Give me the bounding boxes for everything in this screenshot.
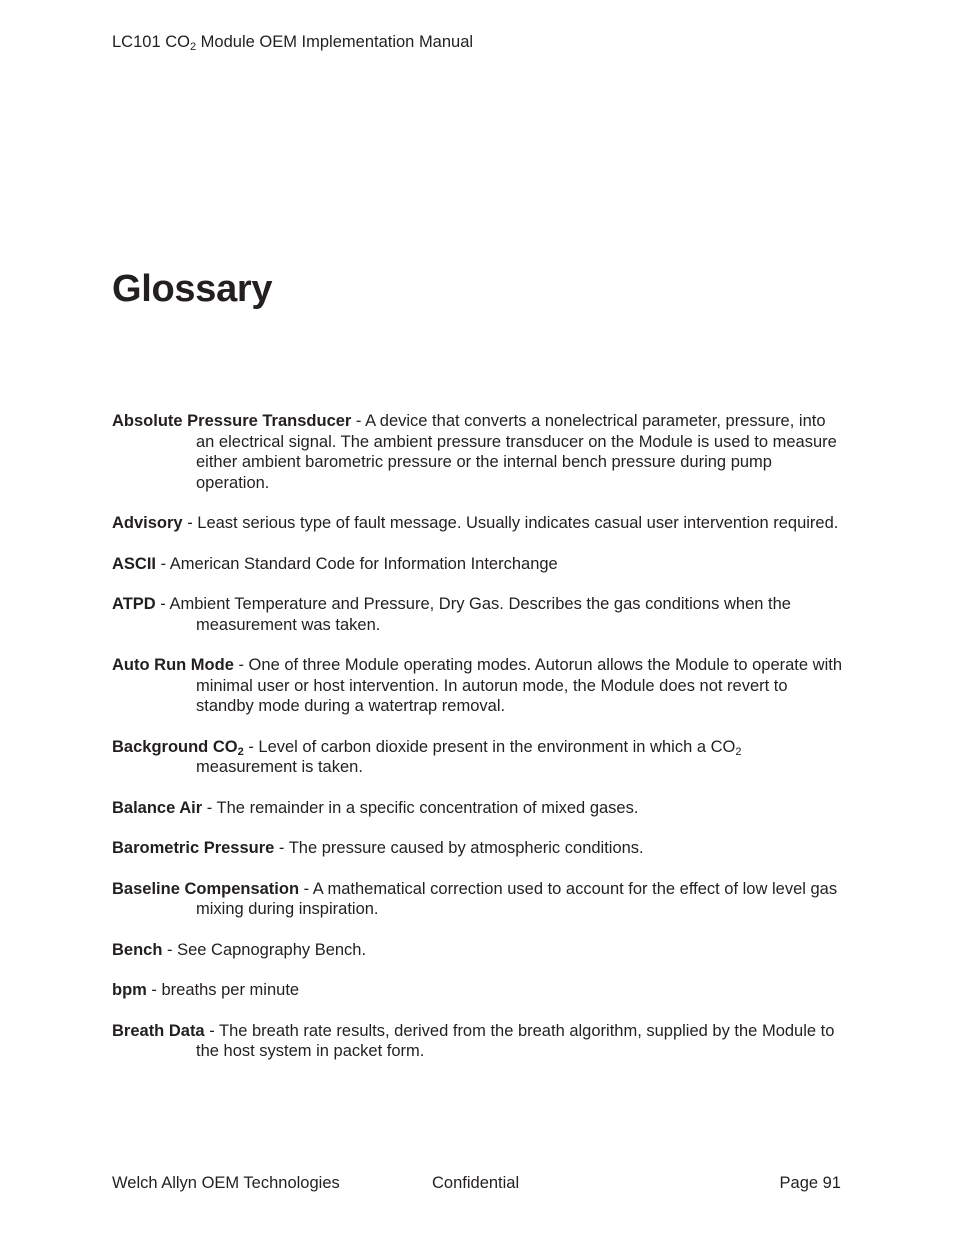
glossary-term: Breath Data (112, 1021, 205, 1040)
footer-company: Welch Allyn OEM Technologies (112, 1174, 340, 1192)
glossary-definition: - breaths per minute (146, 981, 300, 999)
glossary-entry (112, 879, 842, 920)
glossary-definition: - See Capnography Bench. (162, 940, 367, 959)
glossary-definition-subscript: 2 (735, 745, 742, 758)
header-subscript: 2 (189, 41, 197, 53)
glossary-definition: - American Standard Code for Information Interchange (156, 554, 558, 573)
glossary-entry (112, 737, 842, 778)
glossary-term: Auto Run Mode (112, 656, 234, 674)
glossary-definition: - The breath rate results, derived from the breath algorithm, supplied by the Module to the host system in packet form. (196, 1021, 835, 1060)
footer-confidential: Confidential (432, 1174, 520, 1192)
page-title: Glossary (112, 268, 273, 310)
glossary-entry (112, 594, 842, 635)
glossary-term: Advisory (112, 514, 183, 532)
glossary-definition-end: measurement is taken. (196, 758, 363, 776)
glossary-term: Barometric Pressure (112, 839, 275, 857)
glossary-definition: - The pressure caused by atmospheric conditions. (274, 839, 644, 857)
glossary-term: bpm (112, 981, 147, 999)
glossary-term: Absolute Pressure Transducer (112, 412, 352, 430)
glossary-definition: - Level of carbon dioxide present in the environment in which a CO (243, 737, 736, 756)
glossary-entry (112, 655, 842, 717)
glossary-definition: - Least serious type of fault message. Usually indicates casual user intervention required. (182, 514, 839, 532)
glossary-definition: - Ambient Temperature and Pressure, Dry Gas. Describes the gas conditions when the measurement was taken. (155, 595, 791, 634)
glossary-entry (112, 798, 842, 819)
glossary-term (112, 738, 244, 756)
glossary-term-subscript: 2 (237, 745, 244, 758)
glossary-entry (112, 411, 842, 493)
glossary-definition: - One of three Module operating modes. Autorun allows the Module to operate with minimal user or host intervention. In autorun mode, the Module does not revert to standby mode during a watertrap removal. (196, 656, 842, 715)
glossary-definition: - A device that converts a nonelectrical parameter, pressure, into an electrical signal. The ambient pressure transducer on the Module is used to measure either ambient barometric pressure or the internal bench pressure during pump operation. (196, 412, 837, 492)
header-text: LC101 CO (112, 33, 190, 51)
glossary-entry (112, 980, 842, 1001)
glossary-entry (112, 554, 842, 575)
glossary-term: ASCII (112, 554, 157, 573)
glossary-term: Balance Air (112, 798, 203, 817)
glossary-entry (112, 1021, 842, 1062)
glossary-term-text: Background CO (112, 737, 238, 756)
glossary-entry (112, 940, 842, 961)
glossary-entry (112, 838, 842, 859)
glossary-term: Bench (112, 940, 163, 959)
header-text-suffix: Module OEM Implementation Manual (196, 33, 474, 51)
running-header (112, 33, 473, 53)
footer-page-number: Page 91 (779, 1174, 841, 1192)
glossary-entry (112, 513, 842, 534)
glossary-list (112, 411, 842, 1082)
glossary-definition: - A mathematical correction used to account for the effect of low level gas mixing during inspiration. (196, 879, 838, 918)
glossary-term: Baseline Compensation (112, 879, 300, 898)
glossary-term: ATPD (112, 595, 156, 613)
glossary-definition: - The remainder in a specific concentration of mixed gases. (202, 798, 639, 817)
